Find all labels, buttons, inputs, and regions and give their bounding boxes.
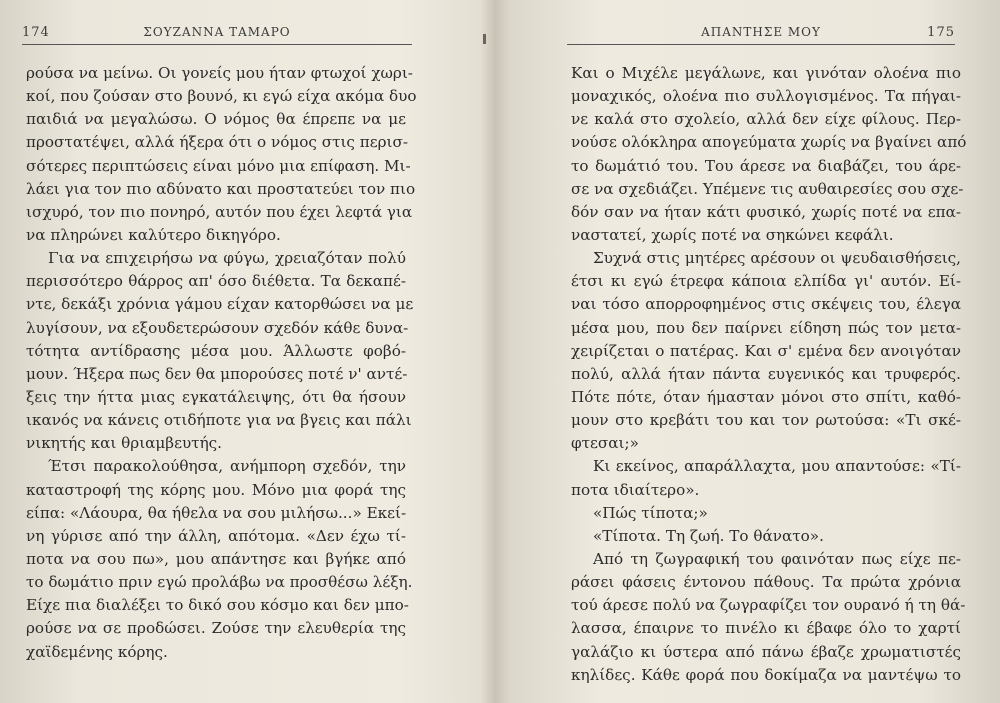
text-line: νη γύρισε από την άλλη, απότομα. «Δεν έχω τί- bbox=[26, 526, 406, 545]
text-line: ποτα να σου πω», μου απάντησε και βγήκε από bbox=[26, 549, 406, 568]
left-page-header bbox=[22, 22, 412, 45]
text-line: ισχυρό, τον πιο πονηρό, αυτόν που έχει λεφτά για bbox=[26, 202, 413, 221]
text-line: το δωμάτιό του. Του άρεσε να διαβάζει, του άρε- bbox=[571, 156, 961, 175]
text-line: νούσε ολόκληρα απογεύματα χωρίς να βγαίνει από bbox=[571, 133, 967, 152]
right-page-text bbox=[571, 62, 967, 687]
text-line: ντε, δεκάξι χρόνια γάμου είχαν κατορθώσει να με bbox=[26, 295, 414, 314]
text-line: σότερες περιπτώσεις είναι μόνο μια επίφαση. Μι- bbox=[26, 156, 411, 175]
right-page bbox=[505, 0, 1000, 703]
text-line: ναστατεί, χωρίς ποτέ να σηκώνει κεφάλι. bbox=[571, 225, 894, 244]
text-line: κοί, που ζούσαν στο βουνό, κι εγώ είχα ακόμα δυο bbox=[26, 87, 417, 106]
text-line: Πότε πότε, όταν ήμασταν μόνοι στο σπίτι, καθό- bbox=[571, 387, 961, 406]
text-line: μέσα μου, που δεν παίρνει είδηση πώς τον μετα- bbox=[571, 318, 961, 337]
text-line: δόν σαν να ήταν κάτι φυσικό, χωρίς ποτέ να επα- bbox=[571, 202, 961, 221]
right-page-number: 175 bbox=[927, 25, 955, 40]
text-line: Από τη ζωγραφική του φαινόταν πως είχε πε- bbox=[593, 549, 961, 568]
text-line: λάει για τον πιο αδύνατο και προστατεύει τον πιο bbox=[26, 179, 416, 198]
text-line: φτεσαι;» bbox=[571, 434, 639, 453]
text-line: πολύ, αλλά ήταν πάντα ευγενικός και τρυφερός. bbox=[571, 364, 961, 383]
left-page-text bbox=[26, 62, 417, 664]
text-line: «Τίποτα. Τη ζωή. Το θάνατο». bbox=[593, 526, 824, 545]
text-line: ρούσε να σε προδώσει. Ζούσε την ελευθερία της bbox=[26, 619, 406, 638]
text-line: μοναχικός, ολοένα πιο συλλογισμένος. Τα πήγαι- bbox=[571, 87, 961, 106]
text-line: καταστροφή της κόρης μου. Μόνο μια φορά της bbox=[26, 480, 406, 499]
text-line: κηλίδες. Κάθε φορά που δοκίμαζα να μαντέψω το bbox=[571, 665, 961, 684]
text-line: «Πώς τίποτα;» bbox=[593, 503, 708, 522]
text-line: μουν. Ήξερα πως δεν θα μπορούσες ποτέ ν' αντέ- bbox=[26, 364, 408, 383]
text-line: έτσι κι εγώ έτρεφα κάποια ελπίδα γι' αυτόν. Εί- bbox=[571, 272, 961, 291]
text-line: προστατέψει, αλλά ήξερα ότι ο νόμος στις περισ- bbox=[26, 133, 408, 152]
text-line: γαλάζιο κι ύστερα από πάνω έβαζε χρωματιστές bbox=[571, 642, 961, 661]
text-line: σε να σχεδιάζει. Υπέμενε τις αυθαιρεσίες σου σχε- bbox=[571, 179, 964, 198]
text-line: Συχνά στις μητέρες αρέσουν οι ψευδαισθήσεις, bbox=[593, 249, 961, 268]
text-line: ικανός να κάνεις οτιδήποτε για να βγεις και πάλι bbox=[26, 411, 412, 430]
text-line: το δωμάτιο πριν εγώ προλάβω να προσθέσω λέξη. bbox=[26, 573, 413, 592]
text-line: Κι εκείνος, απαράλλαχτα, μου απαντούσε: «Τί- bbox=[593, 457, 961, 476]
text-line: μουν στο κρεβάτι του και τον ρωτούσα: «Τι σκέ- bbox=[571, 411, 961, 430]
text-line: Έτσι παρακολούθησα, ανήμπορη σχεδόν, την bbox=[48, 457, 406, 476]
left-page-number: 174 bbox=[22, 25, 50, 40]
text-line: νικητής και θριαμβευτής. bbox=[26, 434, 223, 453]
text-line: λυγίσουν, να εξουδετερώσουν σχεδόν κάθε δυνα- bbox=[26, 318, 409, 337]
text-line: λασσα, έπαιρνε το πινέλο κι έβαφε όλο το χαρτί bbox=[571, 619, 961, 638]
left-running-head: ΣΟΥΖΑΝΝΑ ΤΑΜΑΡΟ bbox=[143, 25, 291, 39]
text-line: νε καλά στο σχολείο, αλλά δεν είχε φίλους. Περ- bbox=[571, 110, 961, 129]
text-line: τότητα αντίδρασης μέσα μου. Άλλωστε φοβό- bbox=[26, 341, 406, 360]
right-page-header bbox=[567, 22, 955, 45]
text-line: Είχε πια διαλέξει το δικό σου κόσμο και δεν μπο- bbox=[26, 596, 409, 615]
text-line: ξεις την ήττα μιας εγκατάλειψης, ότι θα ήσουν bbox=[26, 387, 406, 406]
text-line: ναι τόσο απορροφημένος στις σκέψεις του, έλεγα bbox=[571, 295, 961, 314]
right-running-head: ΑΠΑΝΤΗΣΕ ΜΟΥ bbox=[701, 25, 821, 39]
text-line: τού άρεσε πολύ να ζωγραφίζει τον ουρανό ή τη θά- bbox=[571, 596, 966, 615]
text-line: είπα: «Λάουρα, θα ήθελα να σου μιλήσω...» Εκεί- bbox=[26, 503, 407, 522]
left-page bbox=[0, 0, 490, 703]
text-line: ρούσα να μείνω. Οι γονείς μου ήταν φτωχοί χωρι- bbox=[26, 64, 413, 82]
text-line: Για να επιχειρήσω να φύγω, χρειαζόταν πολύ bbox=[48, 249, 406, 268]
text-line: να πληρώνει καλύτερο δικηγόρο. bbox=[26, 225, 281, 244]
text-line: ποτα ιδιαίτερο». bbox=[571, 480, 700, 499]
text-line: χειρίζεται ο πατέρας. Και σ' εμένα δεν ανοιγόταν bbox=[571, 341, 961, 360]
text-line: ράσει φάσεις έντονου πάθους. Τα πρώτα χρόνια bbox=[571, 573, 961, 592]
text-line: Και ο Μιχέλε μεγάλωνε, και γινόταν ολοένα πιο bbox=[571, 64, 961, 82]
text-line: περισσότερο θάρρος απ' όσο διέθετα. Τα δεκαπέ- bbox=[26, 272, 406, 291]
text-line: χαϊδεμένης κόρης. bbox=[26, 642, 168, 661]
text-line: παιδιά να μεγαλώσω. Ο νόμος θα έπρεπε να με bbox=[26, 110, 406, 129]
